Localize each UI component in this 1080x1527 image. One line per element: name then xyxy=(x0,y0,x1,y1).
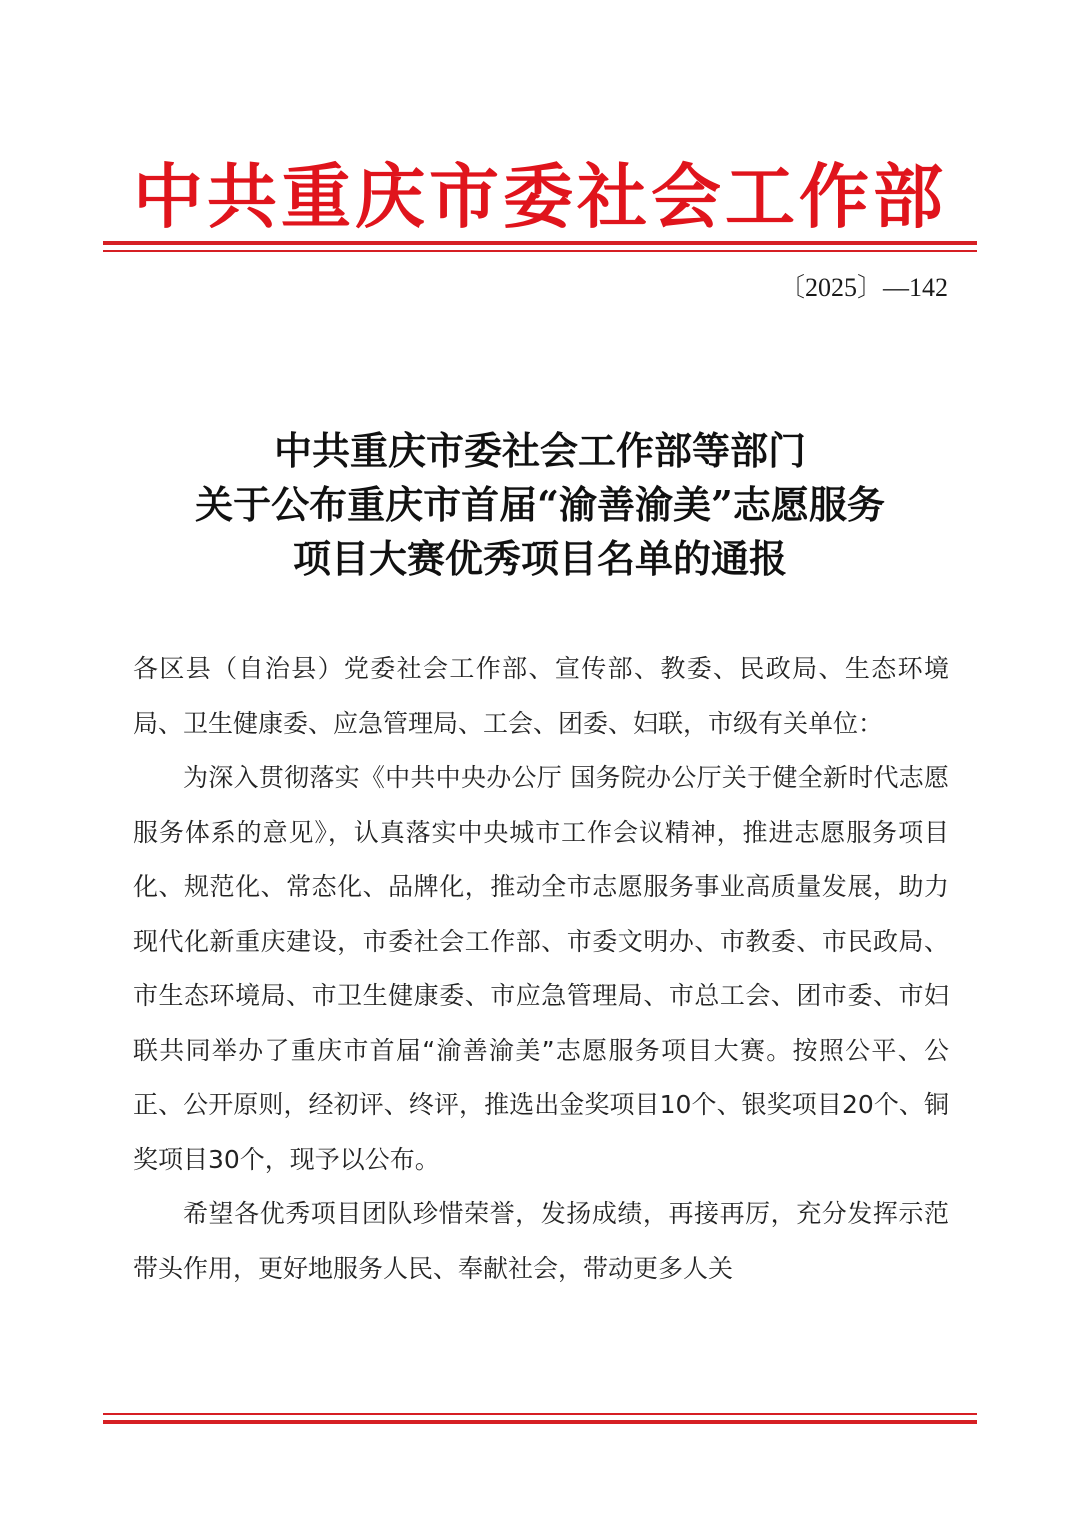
addressee: 各区县（自治县）党委社会工作部、宣传部、教委、民政局、生态环境局、卫生健康委、应急管理局、工会、团委、妇联，市级有关单位： xyxy=(133,654,949,738)
body-paragraph-1: 为深入贯彻落实《中共中央办公厅 国务院办公厅关于健全新时代志愿服务体系的意见》，认真落实中央城市工作会议精神，推进志愿服务项目化、规范化、常态化、品牌化，推动全市志愿服务事业高质量发展，助力现代化新重庆建设，市委社会工作部、市委文明办、市教委、市民政局、市生态环境局、市卫生健康委、市应急管理局、市总工会、团市委、市妇联共同举办了重庆市首届“渝善渝美”志愿服务项目大赛。按照公平、公正、公开原则，经初评、终评，推选出金奖项目10个、银奖项目20个、铜奖项目30个，现予以公布。 xyxy=(133,763,949,1174)
document-number: 〔2025〕—142 xyxy=(778,273,948,302)
document-title xyxy=(0,424,1080,586)
body-paragraph-2: 希望各优秀项目团队珍惜荣誉，发扬成绩，再接再厉，充分发挥示范带头作用，更好地服务人民、奉献社会，带动更多人关 xyxy=(133,1199,949,1283)
document-body xyxy=(133,642,949,1296)
footer-rule-thin xyxy=(103,1413,977,1415)
title-line-1: 中共重庆市委社会工作部等部门 xyxy=(273,428,806,473)
header-rule-thin xyxy=(103,250,977,252)
header-rule-thick xyxy=(103,241,977,245)
title-line-3: 项目大赛优秀项目名单的通报 xyxy=(292,536,787,581)
title-line-2: 关于公布重庆市首届“渝善渝美”志愿服务 xyxy=(195,482,885,527)
footer-rule-thick xyxy=(103,1420,977,1424)
masthead-org-name: 中共重庆市委社会工作部 xyxy=(133,155,947,238)
